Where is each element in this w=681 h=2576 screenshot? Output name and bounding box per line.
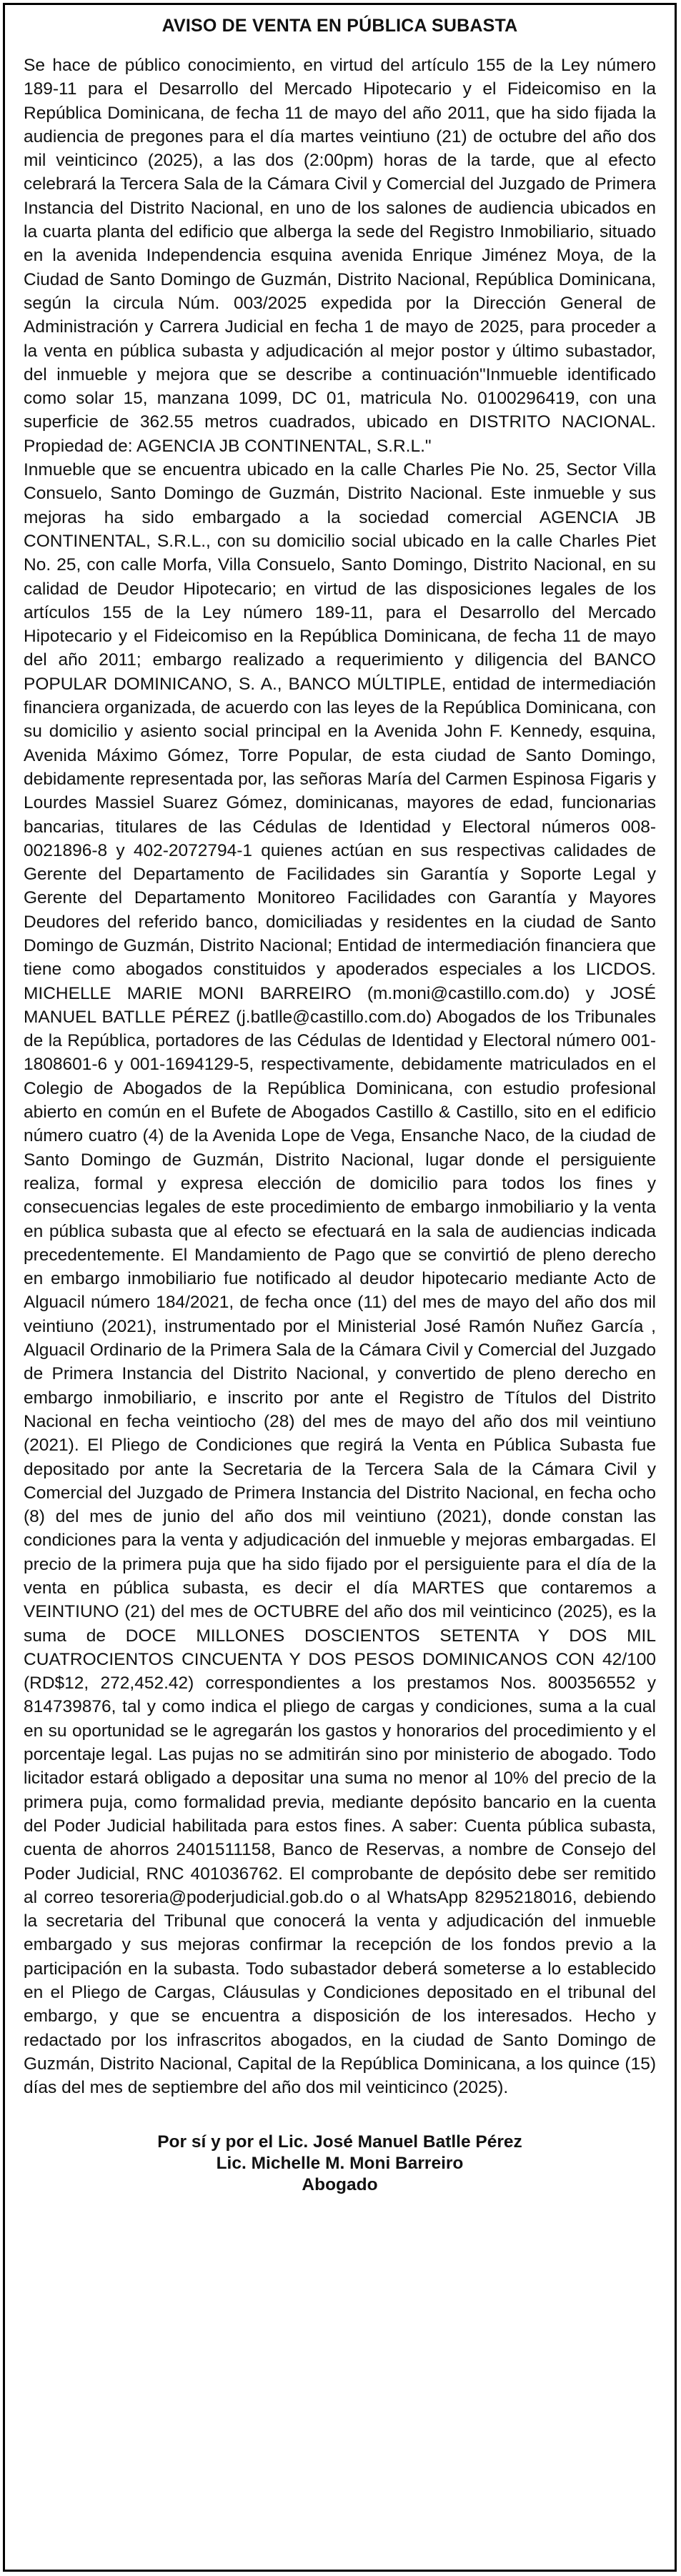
signature-line-2: Lic. Michelle M. Moni Barreiro [216, 2153, 464, 2173]
notice-paragraph-1: Se hace de público conocimiento, en virtud del artículo 155 de la Ley número 189-11 para el Desarrollo del Mercado Hipotecario y el Fideicomiso en la República Dominicana, de fecha 11 de mayo del año 2011, que ha sido fijada la audiencia de pregones para el día martes veintiuno (21) de octubre del año dos mil veinticinco (2025), a las dos (2:00pm) horas de la tarde, que al efecto celebrará la Tercera Sala de la Cámara Civil y Comercial del Juzgado de Primera Instancia del Distrito Nacional, en uno de los salones de audiencia ubicados en la cuarta planta del edificio que alberga la sede del Registro Inmobiliario, situado en la avenida Independencia esquina avenida Enrique Jiménez Moya, de la Ciudad de Santo Domingo de Guzmán, Distrito Nacional, República Dominicana, según la circula Núm. 003/2025 expedida por la Dirección General de Administración y Carrera Judicial en fecha 1 de mayo de 2025, para proceder a la venta en pública subasta y adjudicación al mejor postor y último subastador, del inmueble y mejora que se describe a continuación"Inmueble identificado como solar 15, manzana 1099, DC 01, matricula No. 0100296419, con una superficie de 362.55 metros cuadrados, ubicado en DISTRITO NACIONAL. Propiedad de: AGENCIA JB CONTINENTAL, S.R.L." [24, 56, 656, 456]
notice-title: AVISO DE VENTA EN PÚBLICA SUBASTA [161, 16, 518, 36]
notice-body [24, 54, 656, 2100]
signature-line-1: Por sí y por el Lic. José Manuel Batlle Pérez [157, 2132, 522, 2152]
signature-block [5, 2132, 675, 2196]
legal-notice [3, 3, 677, 2572]
signature-line-3: Abogado [302, 2174, 378, 2194]
notice-paragraph-2: Inmueble que se encuentra ubicado en la calle Charles Pie No. 25, Sector Villa Consuelo, Santo Domingo de Guzmán, Distrito Nacional. Este inmueble y sus mejoras ha sido embargado a la sociedad comercial AGENCIA JB CONTINENTAL, S.R.L., con su domicilio social ubicado en la calle Charles Piet No. 25, con calle Morfa, Villa Consuelo, Santo Domingo, Distrito Nacional, en su calidad de Deudor Hipotecario; en virtud de las disposiciones legales de los artículos 155 de la Ley número 189-11, para el Desarrollo del Mercado Hipotecario y el Fideicomiso en la República Dominicana, de fecha 11 de mayo del año 2011; embargo realizado a requerimiento y diligencia del BANCO POPULAR DOMINICANO, S. A., BANCO MÚLTIPLE, entidad de intermediación financiera organizada, de acuerdo con las leyes de la República Dominicana, con su domicilio y asiento social principal en la Avenida John F. Kennedy, esquina, Avenida Máximo Gómez, Torre Popular, de esta ciudad de Santo Domingo, debidamente representada por, las señoras María del Carmen Espinosa Figaris y Lourdes Massiel Suarez Gómez, dominicanas, mayores de edad, funcionarias bancarias, titulares de las Cédulas de Identidad y Electoral números 008-0021896-8 y 402-2072794-1 quienes actúan en sus respectivas calidades de Gerente del Departamento de Facilidades sin Garantía y Soporte Legal y Gerente del Departamento Monitoreo Facilidades con Garantía y Mayores Deudores del referido banco, domiciliadas y residentes en la ciudad de Santo Domingo de Guzmán, Distrito Nacional; Entidad de intermediación financiera que tiene como abogados constituidos y apoderados especiales a los LICDOS. MICHELLE MARIE MONI BARREIRO (m.moni@castillo.com.do) y JOSÉ MANUEL BATLLE PÉREZ (j.batlle@castillo.com.do) Abogados de los Tribunales de la República, portadores de las Cédulas de Identidad y Electoral número 001-1808601-6 y 001-1694129-5, respectivamente, debidamente matriculados en el Colegio de Abogados de la República Dominicana, con estudio profesional abierto en común en el Bufete de Abogados Castillo & Castillo, sito en el edificio número cuatro (4) de la Avenida Lope de Vega, Ensanche Naco, de la ciudad de Santo Domingo de Guzmán, Distrito Nacional, lugar donde el persiguiente realiza, formal y expresa elección de domicilio para todos los fines y consecuencias legales de este procedimiento de embargo inmobiliario y la venta en pública subasta que al efecto se efectuará en la sala de audiencias indicada precedentemente. El Mandamiento de Pago que se convirtió de pleno derecho en embargo inmobiliario fue notificado al deudor hipotecario mediante Acto de Alguacil número 184/2021, de fecha once (11) del mes de mayo del año dos mil veintiuno (2021), instrumentado por el Ministerial José Ramón Nuñez García , Alguacil Ordinario de la Primera Sala de la Cámara Civil y Comercial del Juzgado de Primera Instancia del Distrito Nacional, y convertido de pleno derecho en embargo inmobiliario, e inscrito por ante el Registro de Títulos del Distrito Nacional en fecha veintiocho (28) del mes de mayo del año dos mil veintiuno (2021). El Pliego de Condiciones que regirá la Venta en Pública Subasta fue depositado por ante la Secretaria de la Tercera Sala de la Cámara Civil y Comercial del Juzgado de Primera Instancia del Distrito Nacional, en fecha ocho (8) del mes de junio del año dos mil veintiuno (2021), donde constan las condiciones para la venta y adjudicación del inmueble y mejoras embargadas. El precio de la primera puja que ha sido fijado por el persiguiente para el día de la venta en pública subasta, es decir el día MARTES que contaremos a VEINTIUNO (21) del mes de OCTUBRE del año dos mil veinticinco (2025), es la suma de DOCE MILLONES DOSCIENTOS SETENTA Y DOS MIL CUATROCIENTOS CINCUENTA Y DOS PESOS DOMINICANOS CON 42/100 (RD$12, 272,452.42) correspondientes a los prestamos Nos. 800356552 y 814739876, tal y como indica el pliego de cargas y condiciones, suma a la cual en su oportunidad se le agregarán los gastos y honorarios del procedimiento y el porcentaje legal. Las pujas no se admitirán sino por ministerio de abogado. Todo licitador estará obligado a depositar una suma no menor al 10% del precio de la primera puja, como formalidad previa, mediante depósito bancario en la cuenta del Poder Judicial habilitada para estos fines. A saber: Cuenta pública subasta, cuenta de ahorros 2401511158, Banco de Reservas, a nombre de Consejo del Poder Judicial, RNC 401036762. El comprobante de depósito debe ser remitido al correo tesoreria@poderjudicial.gob.do o al WhatsApp 8295218016, debiendo la secretaria del Tribunal que conocerá la venta y adjudicación del inmueble embargado y sus mejoras confirmar la recepción de los fondos previo a la participación en la subasta. Todo subastador deberá someterse a lo establecido en el Pliego de Cargas, Cláusulas y Condiciones depositado en el tribunal del embargo, y que se encuentra a disposición de los interesados. Hecho y redactado por los infrascritos abogados, en la ciudad de Santo Domingo de Guzmán, Distrito Nacional, Capital de la República Dominicana, a los quince (15) días del mes de septiembre del año dos mil veinticinco (2025). [24, 460, 656, 2098]
